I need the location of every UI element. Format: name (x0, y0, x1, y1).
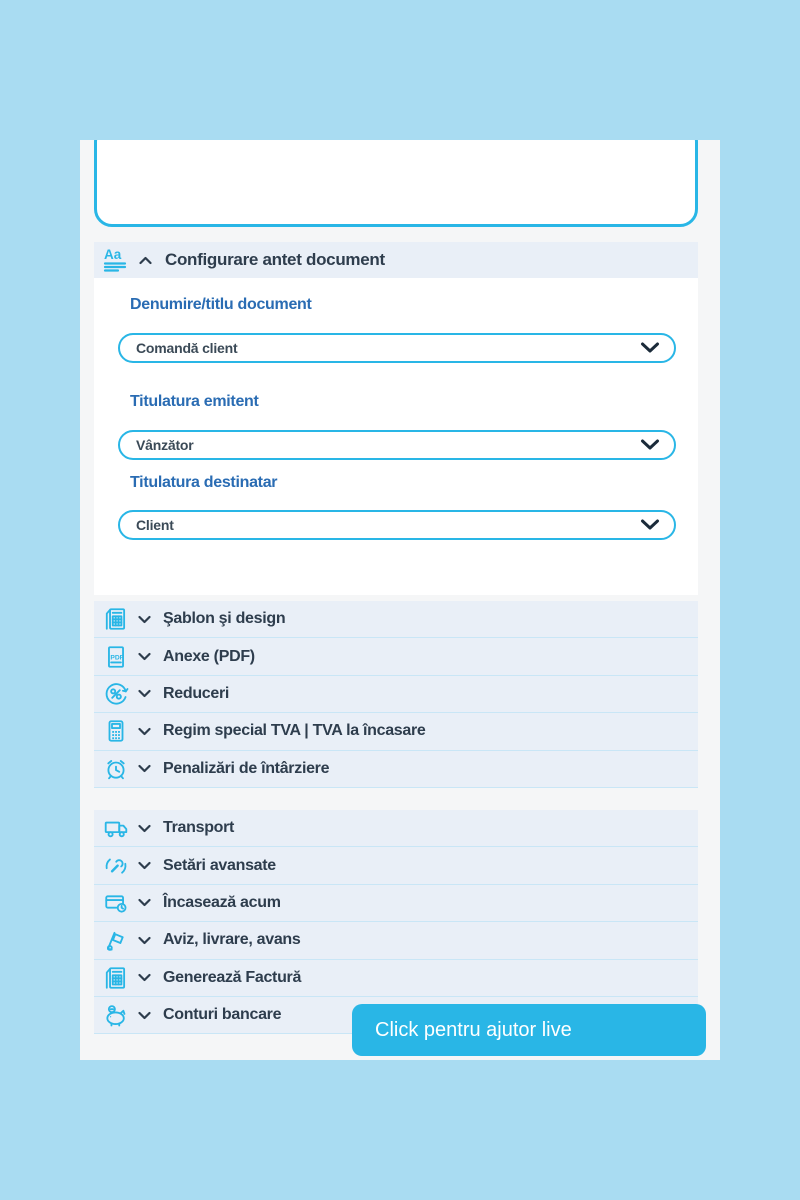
field-label-emitent: Titulatura emitent (130, 393, 259, 410)
text-format-icon (100, 246, 132, 274)
section-penalizari-intarziere[interactable] (94, 751, 698, 788)
section-label: Şablon şi design (163, 610, 286, 628)
section-incaseaza-acum[interactable] (94, 885, 698, 922)
select-value: Client (136, 517, 174, 533)
titulatura-emitent-select[interactable] (118, 430, 676, 460)
handtruck-icon (100, 927, 132, 953)
chevron-down-icon (138, 898, 151, 907)
chevron-down-icon (138, 973, 151, 982)
field-label-denumire: Denumire/titlu document (130, 296, 312, 313)
section-label: Generează Factură (163, 968, 302, 986)
chevron-down-icon (138, 689, 151, 698)
truck-icon (100, 815, 132, 841)
chevron-down-icon (138, 1011, 151, 1020)
section-configurare-antet-document[interactable] (94, 242, 698, 278)
chevron-up-icon (139, 256, 152, 265)
chevron-down-icon (138, 652, 151, 661)
denumire-titlu-select[interactable] (118, 333, 676, 363)
chevron-down-icon (138, 727, 151, 736)
sections-group-1 (94, 601, 698, 788)
chevron-down-icon (640, 519, 660, 531)
section-title: Configurare antet document (165, 250, 385, 269)
sections-group-2 (94, 810, 698, 1034)
chevron-down-icon (138, 615, 151, 624)
select-value: Comandă client (136, 340, 238, 356)
alarm-clock-icon (100, 756, 132, 782)
chevron-down-icon (138, 936, 151, 945)
section-label: Transport (163, 819, 235, 837)
chevron-down-icon (138, 861, 151, 870)
document-header-text-input[interactable] (94, 140, 698, 227)
piggy-bank-icon (100, 1002, 132, 1028)
invoice-icon (100, 965, 132, 991)
svg-text:PDF: PDF (110, 654, 124, 662)
percent-icon (100, 681, 132, 707)
section-sablon-si-design[interactable] (94, 601, 698, 638)
titulatura-destinatar-select[interactable] (118, 510, 676, 540)
chevron-down-icon (640, 439, 660, 451)
section-label: Penalizări de întârziere (163, 759, 330, 777)
section-transport[interactable] (94, 810, 698, 847)
card-clock-icon (100, 890, 132, 916)
chevron-down-icon (138, 764, 151, 773)
section-genereaza-factura[interactable] (94, 960, 698, 997)
field-label-destinatar: Titulatura destinatar (130, 474, 278, 491)
calculator-icon (100, 718, 132, 744)
chevron-down-icon (138, 824, 151, 833)
section-label: Aviz, livrare, avans (163, 931, 301, 949)
wrench-icon (100, 853, 132, 879)
section-label: Anexe (PDF) (163, 647, 255, 665)
document-settings-panel (80, 140, 720, 1060)
invoice-icon (100, 606, 132, 632)
section-anexe-pdf[interactable] (94, 638, 698, 675)
select-value: Vânzător (136, 437, 194, 453)
section-label: Regim special TVA | TVA la încasare (163, 722, 426, 740)
section-label: Încasează acum (163, 893, 281, 911)
pdf-icon (100, 644, 132, 670)
live-help-button[interactable]: Click pentru ajutor live (352, 1004, 706, 1056)
section-reduceri[interactable] (94, 676, 698, 713)
section-label: Conturi bancare (163, 1006, 282, 1024)
antet-form (94, 278, 698, 595)
svg-text:Aa: Aa (104, 247, 122, 262)
section-regim-special-tva[interactable] (94, 713, 698, 750)
section-aviz-livrare-avans[interactable] (94, 922, 698, 959)
section-setari-avansate[interactable] (94, 847, 698, 884)
section-label: Setări avansate (163, 856, 276, 874)
chevron-down-icon (640, 342, 660, 354)
section-label: Reduceri (163, 684, 230, 702)
